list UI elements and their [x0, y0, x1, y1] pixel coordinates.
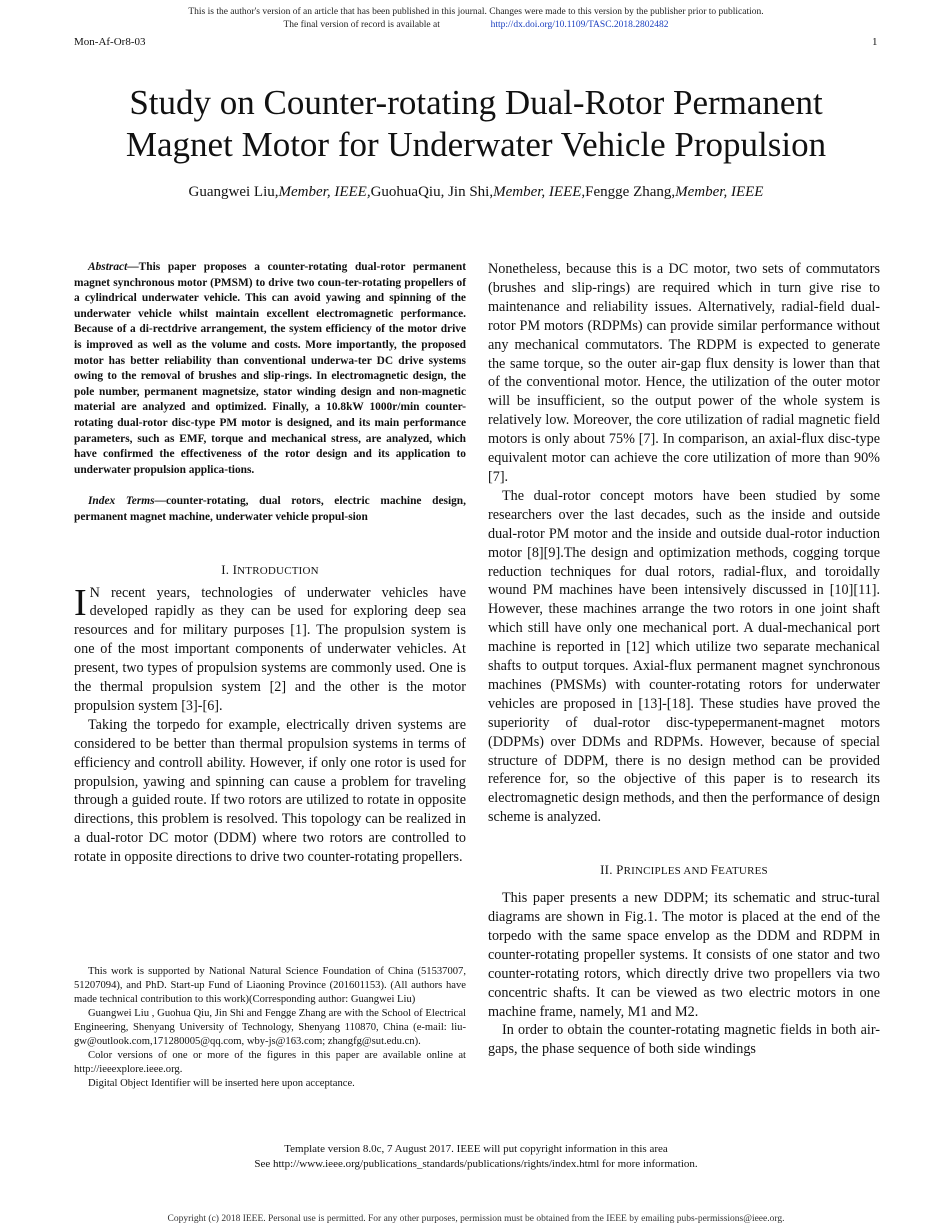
notice-line-2 — [0, 19, 952, 32]
intro-paragraph-1 — [74, 581, 466, 716]
footnote-doi: Digital Object Identifier will be inserted here upon acceptance. — [88, 1078, 355, 1089]
footnote-affiliation: Guangwei Liu , Guohua Qiu, Jin Shi and Fengge Zhang are with the School of Electrical Engineering, Shenyang University of Technology, Shenyang 110870, China (e-mail: liu-gw@outlook.com,171280005@qq.com, wby-js@163.com; zhangfg@sut.edu.cn). — [74, 1008, 466, 1047]
author-1: Guangwei Liu, — [188, 184, 279, 200]
right-column — [488, 260, 880, 1059]
intro-paragraph-1-text: N recent years, technologies of underwater vehicles have developed rapidly as they can be used for exploring deep sea resources and for military purposes [1]. The propulsion system is one of the most important components of underwater vehicles. At present, two types of propulsion systems are commonly used. One is the thermal propulsion system [2] and the other is the motor propulsion system [3]-[6]. — [74, 584, 466, 714]
intro-paragraph-2: Taking the torpedo for example, electrically driven systems are considered to be better than thermal propulsion systems in terms of efficiency and controll ability. However, if only one rotor is used for propulsion, yawing and spinning can cause a problem for traveling through a guided route. If two rotors are utilized to rotate in opposite directions, this problem is resolved. This topology can be realized in a dual-rotor DC motor (DDM) where two rotors are controlled to rotate in opposite directions to drive two counter-rotating propellers. — [74, 716, 466, 866]
introduction-body — [74, 581, 466, 868]
section-2-rest-2: EATURES — [718, 865, 768, 878]
author-4: Fengge Zhang, — [585, 184, 676, 200]
index-terms-text: —counter-rotating, dual rotors, electric machine design, permanent magnet machine, underwater vehicle propul-sion — [74, 495, 466, 523]
section-2-heading — [488, 861, 880, 881]
author-4-membership: Member, IEEE — [675, 184, 764, 200]
author-list — [40, 184, 912, 201]
footnote-funding: This work is supported by National Natural Science Foundation of China (51537007, 51207094), and PhD. Start-up Fund of Liaoning Province (201601153). (All authors have made technical contribution to this work)(Corresponding author: Guangwei Liu) — [74, 966, 466, 1005]
footnotes — [74, 965, 466, 1091]
section-1-title-rest: NTRODUCTION — [237, 564, 319, 577]
publication-notice — [0, 6, 952, 32]
abstract-text: —This paper proposes a counter-rotating dual-rotor permanent magnet synchronous motor (PMSM) to drive two coun-ter-rotating propellers of a cylindrical underwater vehicle. This can avoid yawing and spinning of the underwater vehicle whilst maintain excellent electromagnetic performance. Because of a di-rectdrive arrangement, the system efficiency of the motor drive is improved as well as the volume and costs. More importantly, the proposed motor has better reliability than conventional underwa-ter DC drive systems owing to the removal of brushes and slip-rings. In electromagnetic design, the pole number, permanent magnetsize, stator winding design and non-magnetic material are analyzed and optimized. Finally, a 10.8kW 1000r/min counter-rotating dual-rotor disc-type PM motor is designed, and its main performance parameters, such as EMF, torque and mechanical stress, are analyzed, which have confirmed the effectiveness of the rotor design and its application to underwater propulsion applica-tions. — [74, 261, 466, 476]
copyright-notice: Copyright (c) 2018 IEEE. Personal use is permitted. For any other purposes, permission must be obtained from the IEEE by emailing pubs-permissions@ieee.org. — [167, 1214, 785, 1224]
author-2-3: GuohuaQiu, Jin Shi, — [370, 184, 494, 200]
right-paragraph-4: In order to obtain the counter-rotating magnetic fields in both air-gaps, the phase sequence of both side windings — [488, 1022, 880, 1058]
template-notice — [0, 1142, 952, 1172]
page-number: 1 — [872, 36, 878, 48]
section-1-heading — [74, 562, 466, 578]
notice-record-text: The final version of record is available at — [283, 20, 440, 30]
section-2-rest-1: RINCIPLES AND — [623, 865, 711, 878]
section-2-initial-2: F — [710, 862, 719, 878]
section-1-initial: I — [232, 561, 238, 577]
template-line-2: See http://www.ieee.org/publications_standards/publications/rights/index.html for more information. — [254, 1158, 698, 1170]
right-paragraph-1: Nonetheless, because this is a DC motor, two sets of commutators (brushes and slip-rings) are required which in turn give rise to maintenance and reliability issues. Alternatively, radial-field dual-rotor PM motors (RDPMs) can provide similar performance without any mechanical commutators. The RDPM is expected to generate the same torque, so the outer air-gap flux density is lower than that of the conventional motor. Hence, the utilization of the outer motor will be insufficient, so the output power of the whole system is relatively low. Moreover, the core utilization of radial magnetic field motors is only about 75% [7]. In comparison, an axial-flux disc-type equivalent motor can achieve the core utilization of more than 90% [7]. — [488, 261, 880, 485]
left-column — [74, 260, 466, 1089]
title-line-1: Study on Counter-rotating Dual-Rotor Permanent — [129, 83, 823, 122]
right-paragraph-2: The dual-rotor concept motors have been studied by some researchers over the last decades, such as the inside and outside dual-rotor PM motor and the inside and outside dual-rotor induction motor [8][9].The design and optimization methods, cogging torque reduction techniques for dual rotors, radial-flux, and toroidally wound PM machines have been intensively discussed in [10][11]. However, these machines arrange the two rotors in one joint shaft which still have only one mechanical port. A dual-mechanical port machine is reported in [12] which utilize two separate mechanical shafts to output torques. Axial-flux permanent magnet synchronous machines (PMSMs) with counter-rotating rotors for underwater vehicles are proposed in [13]-[18]. These studies have proved the superiority of dual-rotor disc-typepermanent-magnet motors (DDPMs) over DDMs and RDPMs. However, because of special structure of DDPM, there is no design method can be provided reference for, so the objective of this paper is to research its electromagnetic design methods, and then the performance of design scheme is analyzed. — [488, 487, 880, 826]
right-paragraph-3: This paper presents a new DDPM; its schematic and struc-tural diagrams are shown in Fig.1. The motor is placed at the end of the torpedo with the same space envelop as the DDM and RDPM in counter-rotating propeller systems. It consists of one stator and two counter-rotating rotors, which directly drive two propellers via two concentric shafts. It can be viewed as two electric motors in one machine frame, namely, M1 and M2. — [488, 890, 880, 1020]
title-line-2: Magnet Motor for Underwater Vehicle Propulsion — [125, 125, 827, 164]
section-1-number: I. — [221, 561, 230, 577]
notice-line-1: This is the author's version of an article that has been published in this journal. Changes were made to this version by the publisher prior to publication. — [188, 7, 764, 17]
author-3-membership: Member, IEEE, — [493, 184, 586, 200]
paper-title — [40, 82, 912, 166]
section-2-number: II. — [600, 862, 613, 878]
drop-cap: I — [74, 581, 87, 624]
author-1-membership: Member, IEEE, — [278, 184, 371, 200]
index-terms — [74, 494, 466, 525]
section-2-initial-1: P — [616, 862, 624, 878]
template-line-1: Template version 8.0c, 7 August 2017. IEEE will put copyright information in this area — [284, 1143, 668, 1155]
abstract — [74, 260, 466, 478]
abstract-label: Abstract — [88, 261, 128, 273]
index-terms-label: Index Terms — [88, 495, 155, 508]
paper-code: Mon-Af-Or8-03 — [74, 36, 146, 48]
doi-link[interactable]: http://dx.doi.org/10.1109/TASC.2018.2802482 — [490, 20, 669, 30]
footnote-color: Color versions of one or more of the figures in this paper are available online at http://ieeexplore.ieee.org. — [74, 1050, 466, 1075]
